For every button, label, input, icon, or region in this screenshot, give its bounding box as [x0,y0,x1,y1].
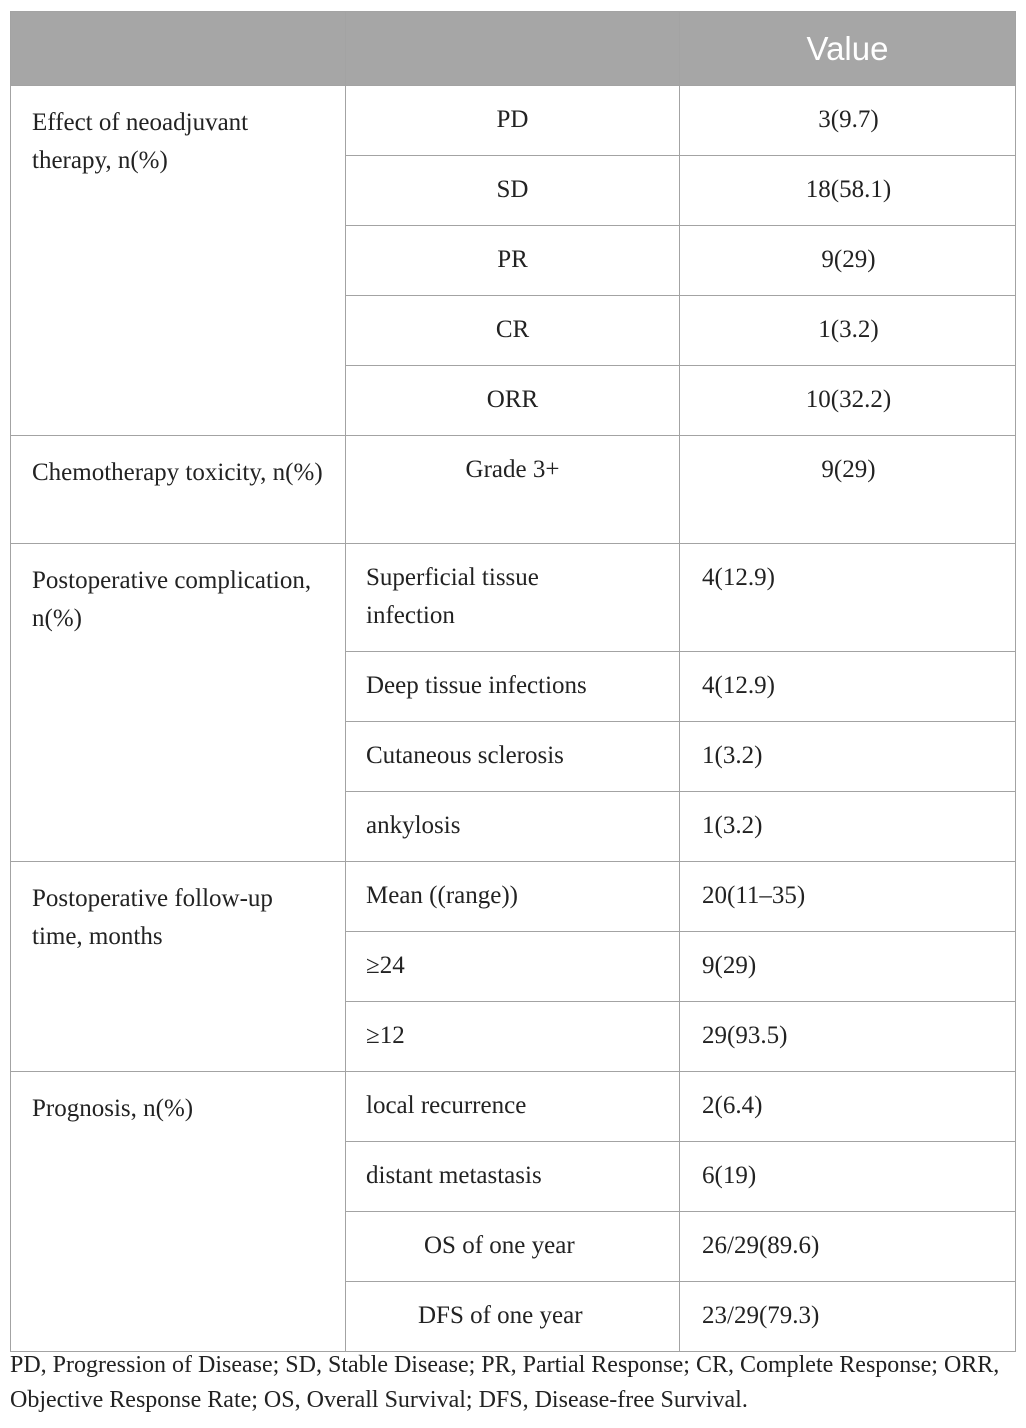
value-cell: 1(3.2) [680,722,1016,792]
value-cell: 20(11–35) [680,862,1016,932]
table-row [11,1072,1016,1142]
value-cell: 4(12.9) [680,652,1016,722]
results-table [10,11,1016,1352]
value-cell: 9(29) [680,226,1016,296]
group-label-postoperative-complication: Postoperative complication, n(%) [11,544,346,862]
table-footnote: PD, Progression of Disease; SD, Stable Disease; PR, Partial Response; CR, Complete Response; ORR, Objective Response Rate; OS, Overall Survival; DFS, Disease-free Survival. [10,1352,1000,1413]
group-label-neoadjuvant-effect: Effect of neoadjuvant therapy, n(%) [11,86,346,436]
item-cell: local recurrence [346,1072,680,1142]
item-cell: PD [346,86,680,156]
item-cell: OS of one year [346,1212,680,1282]
item-cell: PR [346,226,680,296]
header-cell-item [346,12,680,86]
value-cell: 9(29) [680,932,1016,1002]
table-header [11,12,1016,86]
item-cell: ≥12 [346,1002,680,1072]
table-row [11,436,1016,544]
table-row [11,544,1016,652]
group-label-prognosis: Prognosis, n(%) [11,1072,346,1352]
value-cell: 23/29(79.3) [680,1282,1016,1352]
header-cell-value: Value [680,12,1016,86]
item-cell: Deep tissue infections [346,652,680,722]
value-cell: 6(19) [680,1142,1016,1212]
value-cell: 4(12.9) [680,544,1016,652]
table-row [11,862,1016,932]
value-cell: 2(6.4) [680,1072,1016,1142]
item-cell: CR [346,296,680,366]
header-row [11,12,1016,86]
value-cell: 29(93.5) [680,1002,1016,1072]
value-cell: 3(9.7) [680,86,1016,156]
item-cell: ankylosis [346,792,680,862]
item-cell: Grade 3+ [346,436,680,544]
value-cell: 1(3.2) [680,296,1016,366]
value-cell: 9(29) [680,436,1016,544]
item-cell: ORR [346,366,680,436]
item-cell: distant metastasis [346,1142,680,1212]
value-cell: 26/29(89.6) [680,1212,1016,1282]
item-cell: Mean ((range)) [346,862,680,932]
group-label-follow-up-time: Postoperative follow-up time, months [11,862,346,1072]
table-body [11,86,1016,1352]
table-row [11,86,1016,156]
value-cell: 18(58.1) [680,156,1016,226]
item-cell: Superficial tissue infection [346,544,680,652]
item-cell: SD [346,156,680,226]
header-cell-category [11,12,346,86]
item-cell: ≥24 [346,932,680,1002]
value-cell: 1(3.2) [680,792,1016,862]
item-cell: DFS of one year [346,1282,680,1352]
group-label-chemotherapy-toxicity: Chemotherapy toxicity, n(%) [11,436,346,544]
value-cell: 10(32.2) [680,366,1016,436]
item-cell: Cutaneous sclerosis [346,722,680,792]
